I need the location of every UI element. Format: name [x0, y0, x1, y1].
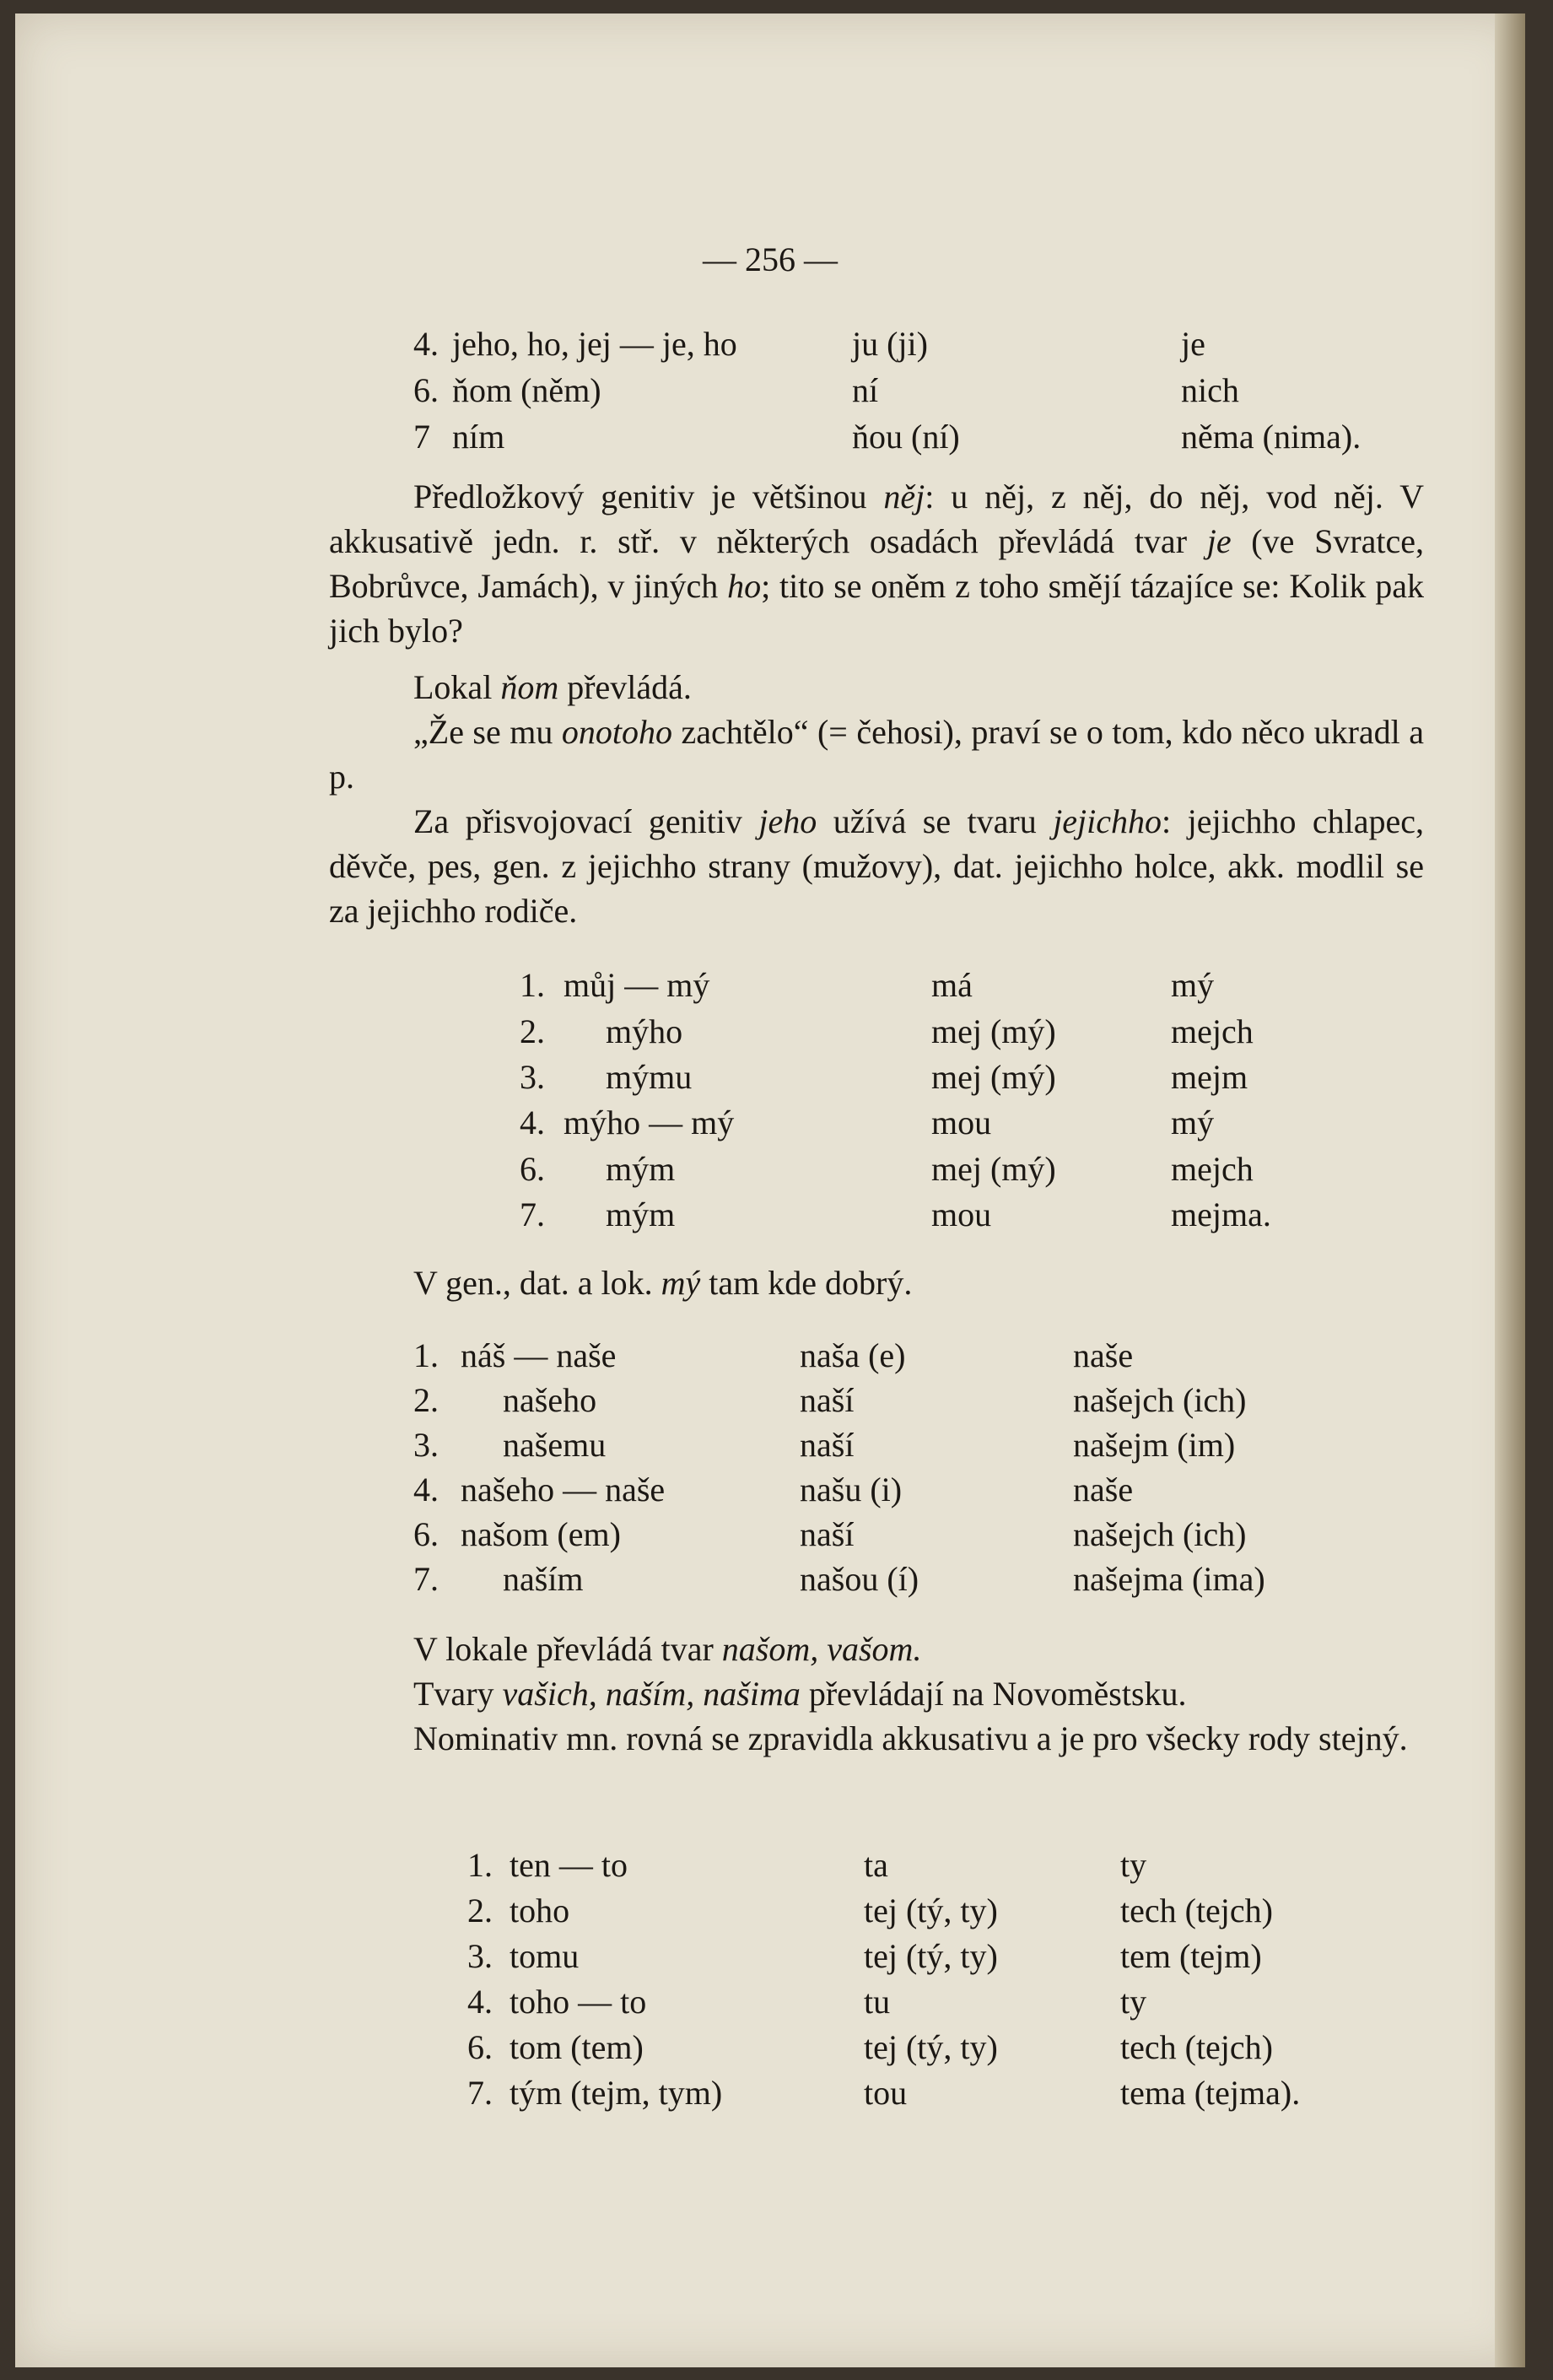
form-plural: tema (tejma). — [1120, 2074, 1301, 2112]
form-masculine: mým — [606, 1195, 676, 1233]
form-feminine: naší — [800, 1515, 855, 1553]
form-plural: tech (tejch) — [1120, 1892, 1273, 1929]
form-feminine: mou — [931, 1195, 992, 1233]
case-number: 3. — [413, 1426, 439, 1464]
form-masculine: tým (tejm, tym) — [510, 2074, 723, 2112]
form-plural: ty — [1120, 1846, 1147, 1884]
form-feminine: tej (tý, ty) — [864, 1892, 998, 1929]
form-feminine: naša (e) — [800, 1336, 906, 1374]
form-feminine: ta — [864, 1846, 888, 1884]
text-run: užívá se tvaru — [833, 802, 1037, 840]
text-run: Tvary — [413, 1675, 494, 1713]
form-feminine: tej (tý, ty) — [864, 1937, 998, 1975]
case-number: 4. — [520, 1104, 545, 1141]
form-feminine: tou — [864, 2074, 908, 2112]
form-masculine: ten — to — [510, 1846, 628, 1884]
case-number: 7. — [520, 1195, 545, 1233]
text-run: : jejichho chlapec, děvče, pes, gen. z jejichho strany (mužovy), dat. jejichho holce, akk. modlil se za jejichho rodiče. — [329, 802, 1425, 930]
text-run: převládá. — [567, 668, 692, 706]
case-number: 2. — [413, 1381, 439, 1419]
page-edge — [1495, 13, 1525, 2367]
italic-term: jejichho — [1053, 802, 1162, 840]
case-number: 6. — [413, 371, 439, 409]
form-plural: nich — [1181, 371, 1239, 409]
case-number: 4. — [467, 1983, 493, 2021]
form-feminine: naší — [800, 1381, 855, 1419]
case-number: 6. — [467, 2028, 493, 2066]
form-feminine: tu — [864, 1983, 891, 2021]
book-page — [15, 13, 1525, 2367]
form-masculine: mýho — [606, 1012, 683, 1050]
form-masculine: našeho — [503, 1381, 597, 1419]
paragraph-possessive — [329, 799, 1424, 933]
form-plural: našejm (im) — [1073, 1426, 1236, 1464]
form-plural: mejm — [1171, 1058, 1248, 1096]
form-masculine: mýmu — [606, 1058, 693, 1096]
form-masculine: mým — [606, 1150, 676, 1188]
italic-term: je — [1206, 522, 1232, 560]
paragraph-lokal — [413, 665, 692, 710]
form-plural: tem (tejm) — [1120, 1937, 1262, 1975]
case-number: 4. — [413, 325, 439, 363]
form-singular: ňom (něm) — [452, 371, 601, 409]
note-tvary — [413, 1671, 1187, 1716]
italic-term: onotoho — [561, 713, 672, 751]
form-plural: něma (nima). — [1181, 418, 1362, 456]
case-number: 3. — [520, 1058, 545, 1096]
form-feminine: ju (ji) — [852, 325, 928, 363]
form-feminine: má — [931, 966, 973, 1004]
form-plural: našejma (ima) — [1073, 1560, 1265, 1598]
form-feminine: mej (mý) — [931, 1150, 1056, 1188]
form-plural: našejch (ich) — [1073, 1381, 1247, 1419]
case-number: 4. — [413, 1471, 439, 1508]
form-plural: mý — [1171, 1104, 1215, 1141]
form-feminine: naší — [800, 1426, 855, 1464]
italic-term: ňom — [500, 668, 559, 706]
form-feminine: ní — [852, 371, 879, 409]
form-plural: našejch (ich) — [1073, 1515, 1247, 1553]
case-number: 6. — [520, 1150, 545, 1188]
page-number: — 256 — — [703, 240, 838, 278]
form-masculine: toho — to — [510, 1983, 647, 2021]
note-nominativ: Nominativ mn. rovná se zpravidla akkusativu a je pro všecky rody stejný. — [413, 1719, 1408, 1757]
case-number: 2. — [520, 1012, 545, 1050]
case-number: 3. — [467, 1937, 493, 1975]
form-masculine: toho — [510, 1892, 570, 1929]
text-run: V gen., dat. a lok. — [413, 1264, 653, 1302]
case-number: 7. — [467, 2074, 493, 2112]
form-masculine: můj — mý — [564, 966, 710, 1004]
form-singular: ním — [452, 418, 505, 456]
form-plural: mejch — [1171, 1150, 1254, 1188]
italic-term: něj — [883, 478, 925, 515]
text-run: „Že se mu — [413, 713, 553, 751]
form-singular: jeho, ho, jej — je, ho — [452, 325, 737, 363]
form-feminine: našou (í) — [800, 1560, 919, 1598]
form-plural: naše — [1073, 1471, 1134, 1508]
case-number: 2. — [467, 1892, 493, 1929]
form-masculine: mýho — mý — [564, 1104, 735, 1141]
case-number: 7. — [413, 1560, 439, 1598]
case-number: 7 — [413, 418, 430, 456]
form-masculine: našom (em) — [461, 1515, 621, 1553]
form-masculine: náš — naše — [461, 1336, 617, 1374]
form-feminine: mou — [931, 1104, 992, 1141]
form-masculine: tom (tem) — [510, 2028, 644, 2066]
text-run: převládají na Novoměstsku. — [808, 1675, 1187, 1713]
text-run: : u něj, z něj, do něj, vod něj. V akkusativě jedn. r. stř. v některých osadách převládá tvar — [329, 478, 1425, 560]
note-lokal-nas — [413, 1627, 921, 1671]
text-run: Za přisvojovací genitiv — [413, 802, 742, 840]
form-feminine: našu (i) — [800, 1471, 903, 1508]
form-masculine: našeho — naše — [461, 1471, 666, 1508]
form-masculine: našemu — [503, 1426, 607, 1464]
form-plural: mý — [1171, 966, 1215, 1004]
form-masculine: tomu — [510, 1937, 580, 1975]
form-feminine: mej (mý) — [931, 1058, 1056, 1096]
text-run: Lokal — [413, 668, 493, 706]
case-number: 1. — [413, 1336, 439, 1374]
note-muj — [413, 1260, 912, 1305]
form-plural: ty — [1120, 1983, 1147, 2021]
form-plural: tech (tejch) — [1120, 2028, 1273, 2066]
form-feminine: ňou (ní) — [852, 418, 960, 456]
form-plural: mejma. — [1171, 1195, 1271, 1233]
paragraph-onotoho — [329, 710, 1424, 799]
form-plural: naše — [1073, 1336, 1134, 1374]
italic-term: jeho — [758, 802, 817, 840]
italic-term: našom, vašom. — [721, 1630, 922, 1668]
italic-term: mý — [661, 1264, 701, 1302]
text-run: tam kde dobrý. — [709, 1264, 913, 1302]
form-masculine: naším — [503, 1560, 584, 1598]
text-run: V lokale převládá tvar — [413, 1630, 714, 1668]
text-run: Předložkový genitiv je většinou — [413, 478, 867, 515]
italic-term: ho — [727, 567, 762, 605]
italic-term: vašich, naším, našima — [502, 1675, 801, 1713]
text-run: zachtělo“ (= čehosi), praví se o tom, kdo něco ukradl a p. — [329, 713, 1425, 796]
case-number: 6. — [413, 1515, 439, 1553]
case-number: 1. — [520, 966, 545, 1004]
form-plural: mejch — [1171, 1012, 1254, 1050]
case-number: 1. — [467, 1846, 493, 1884]
form-feminine: mej (mý) — [931, 1012, 1056, 1050]
text-run: ; tito se oněm z toho smějí tázajíce se: Kolik pak jich bylo? — [329, 567, 1425, 650]
text-run: (ve Svratce, Bobrůvce, Jamách), v jiných — [329, 522, 1425, 605]
form-plural: je — [1181, 325, 1205, 363]
form-feminine: tej (tý, ty) — [864, 2028, 998, 2066]
paragraph-genitive — [329, 474, 1424, 653]
